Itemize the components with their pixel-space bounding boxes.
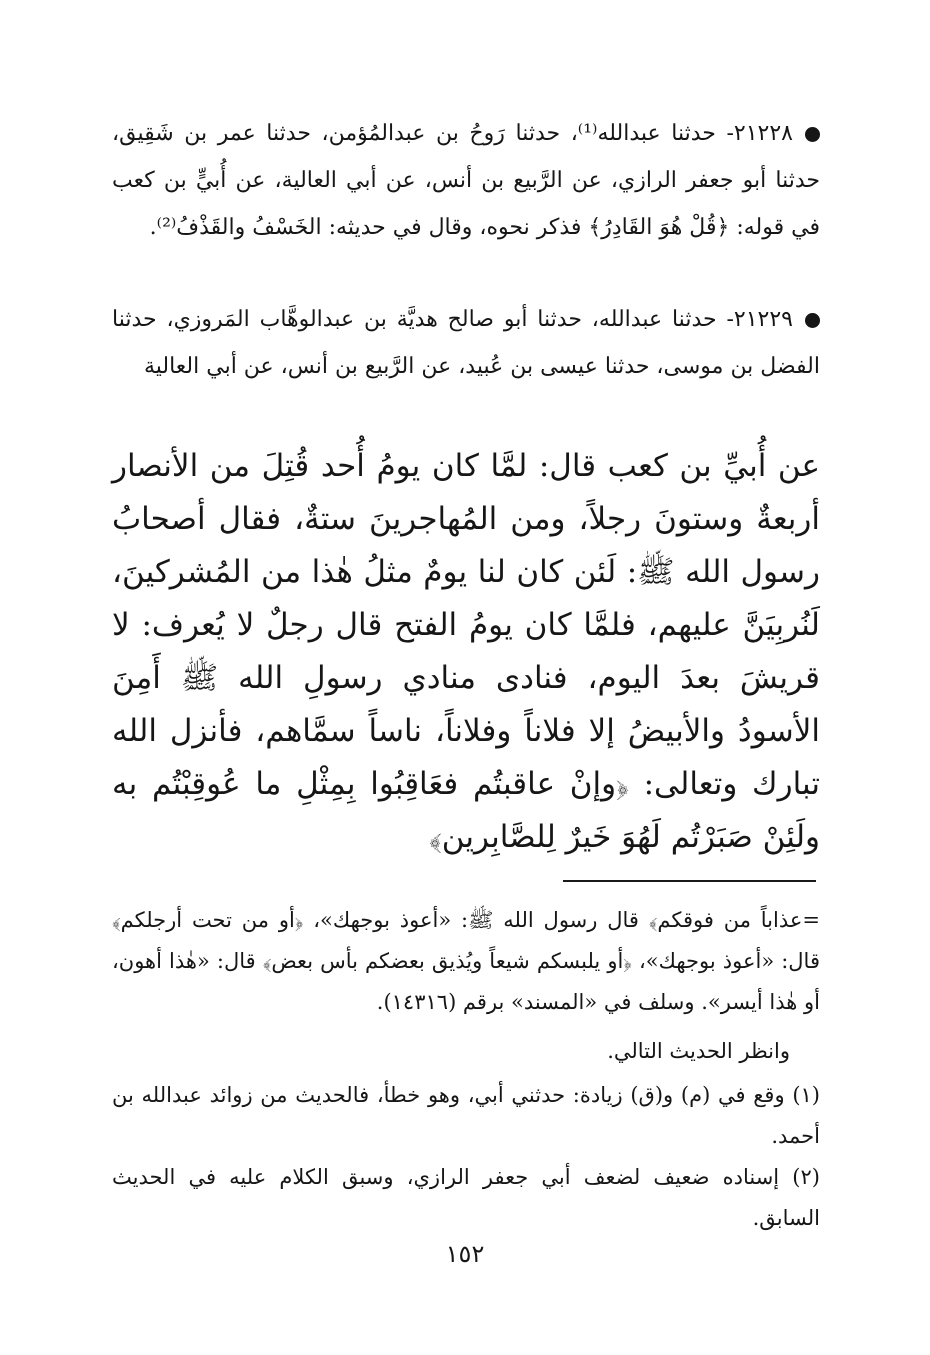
hadith-21229-isnad-paragraph bbox=[112, 296, 820, 390]
footnote-2: (٢) إسناده ضعيف لضعف أبي جعفر الرازي، وسبق الكلام عليه في الحديث السابق. bbox=[112, 1165, 820, 1230]
footnote-continuation: =عذاباً من فوقكم﴾ قال رسول الله ﷺ: «أعوذ بوجهك»، ﴿أو من تحت أرجلكم﴾ قال: «أعوذ بوجهك»، ﴿أو يلبسكم شيعاً ويُذيق بعضكم بأس بعض﴾ قال: «هٰذا أهون، أو هٰذا أيسر». وسلف في «المسند» برقم (١٤٣١٦). bbox=[112, 908, 820, 1014]
footnote-separator bbox=[563, 880, 816, 882]
hadith-21228-paragraph bbox=[112, 110, 820, 251]
bullet-icon bbox=[805, 127, 820, 142]
footnote-1: (١) وقع في (م) و(ق) زيادة: حدثني أبي، وهو خطأ، فالحديث من زوائد عبدالله بن أحمد. bbox=[112, 1083, 820, 1148]
hadith-21229-matn: عن أُبيِّ بن كعب قال: لمَّا كان يومُ أُحد قُتِلَ من الأنصار أربعةٌ وستونَ رجلاً، ومن المُهاجرينَ ستةٌ، فقال أصحابُ رسول الله ﷺ: لَئن كان لنا يومٌ مثلُ هٰذا من المُشركينَ، لَنُربِيَنَّ عليهم، فلمَّا كان يومُ الفتح قال رجلٌ لا يُعرف: لا قريشَ بعدَ اليوم، فنادى منادي رسولِ الله ﷺ أَمِنَ الأسودُ والأبيضُ إلا فلاناً وفلاناً، ناساً سمَّاهم، فأنزل الله تبارك وتعالى: ﴿وإنْ عاقبتُم فعَاقِبُوا بِمِثْلِ ما عُوقِبْتُم به ولَئِنْ صَبَرْتُم لَهُوَ خَيرٌ لِلصَّابِرين﴾ bbox=[112, 448, 820, 855]
page-number: ١٥٢ bbox=[445, 1240, 485, 1268]
hadith-21229-isnad: ٢١٢٢٩- حدثنا عبدالله، حدثنا أبو صالح هديَّة بن عبدالوهَّاب المَروزي، حدثنا الفضل بن موسى، حدثنا عيسى بن عُبيد، عن الرَّبيع بن أنس، عن أبي العالية bbox=[112, 307, 820, 379]
bullet-icon bbox=[805, 313, 820, 328]
footnote-continuation-2: وانظر الحديث التالي. bbox=[607, 1039, 790, 1063]
hadith-21228-text: ٢١٢٢٨- حدثنا عبدالله⁽¹⁾، حدثنا رَوحُ بن عبدالمُؤمن، حدثنا عمر بن شَقِيق، حدثنا أبو جعفر الرازي، عن الرَّبيع بن أنس، عن أبي العالية، عن أُبيٍّ بن كعب في قوله: ﴿قُلْ هُوَ القَادِرُ﴾ فذكر نحوه، وقال في حديثه: الخَسْفُ والقَذْفُ⁽²⁾. bbox=[112, 121, 820, 240]
